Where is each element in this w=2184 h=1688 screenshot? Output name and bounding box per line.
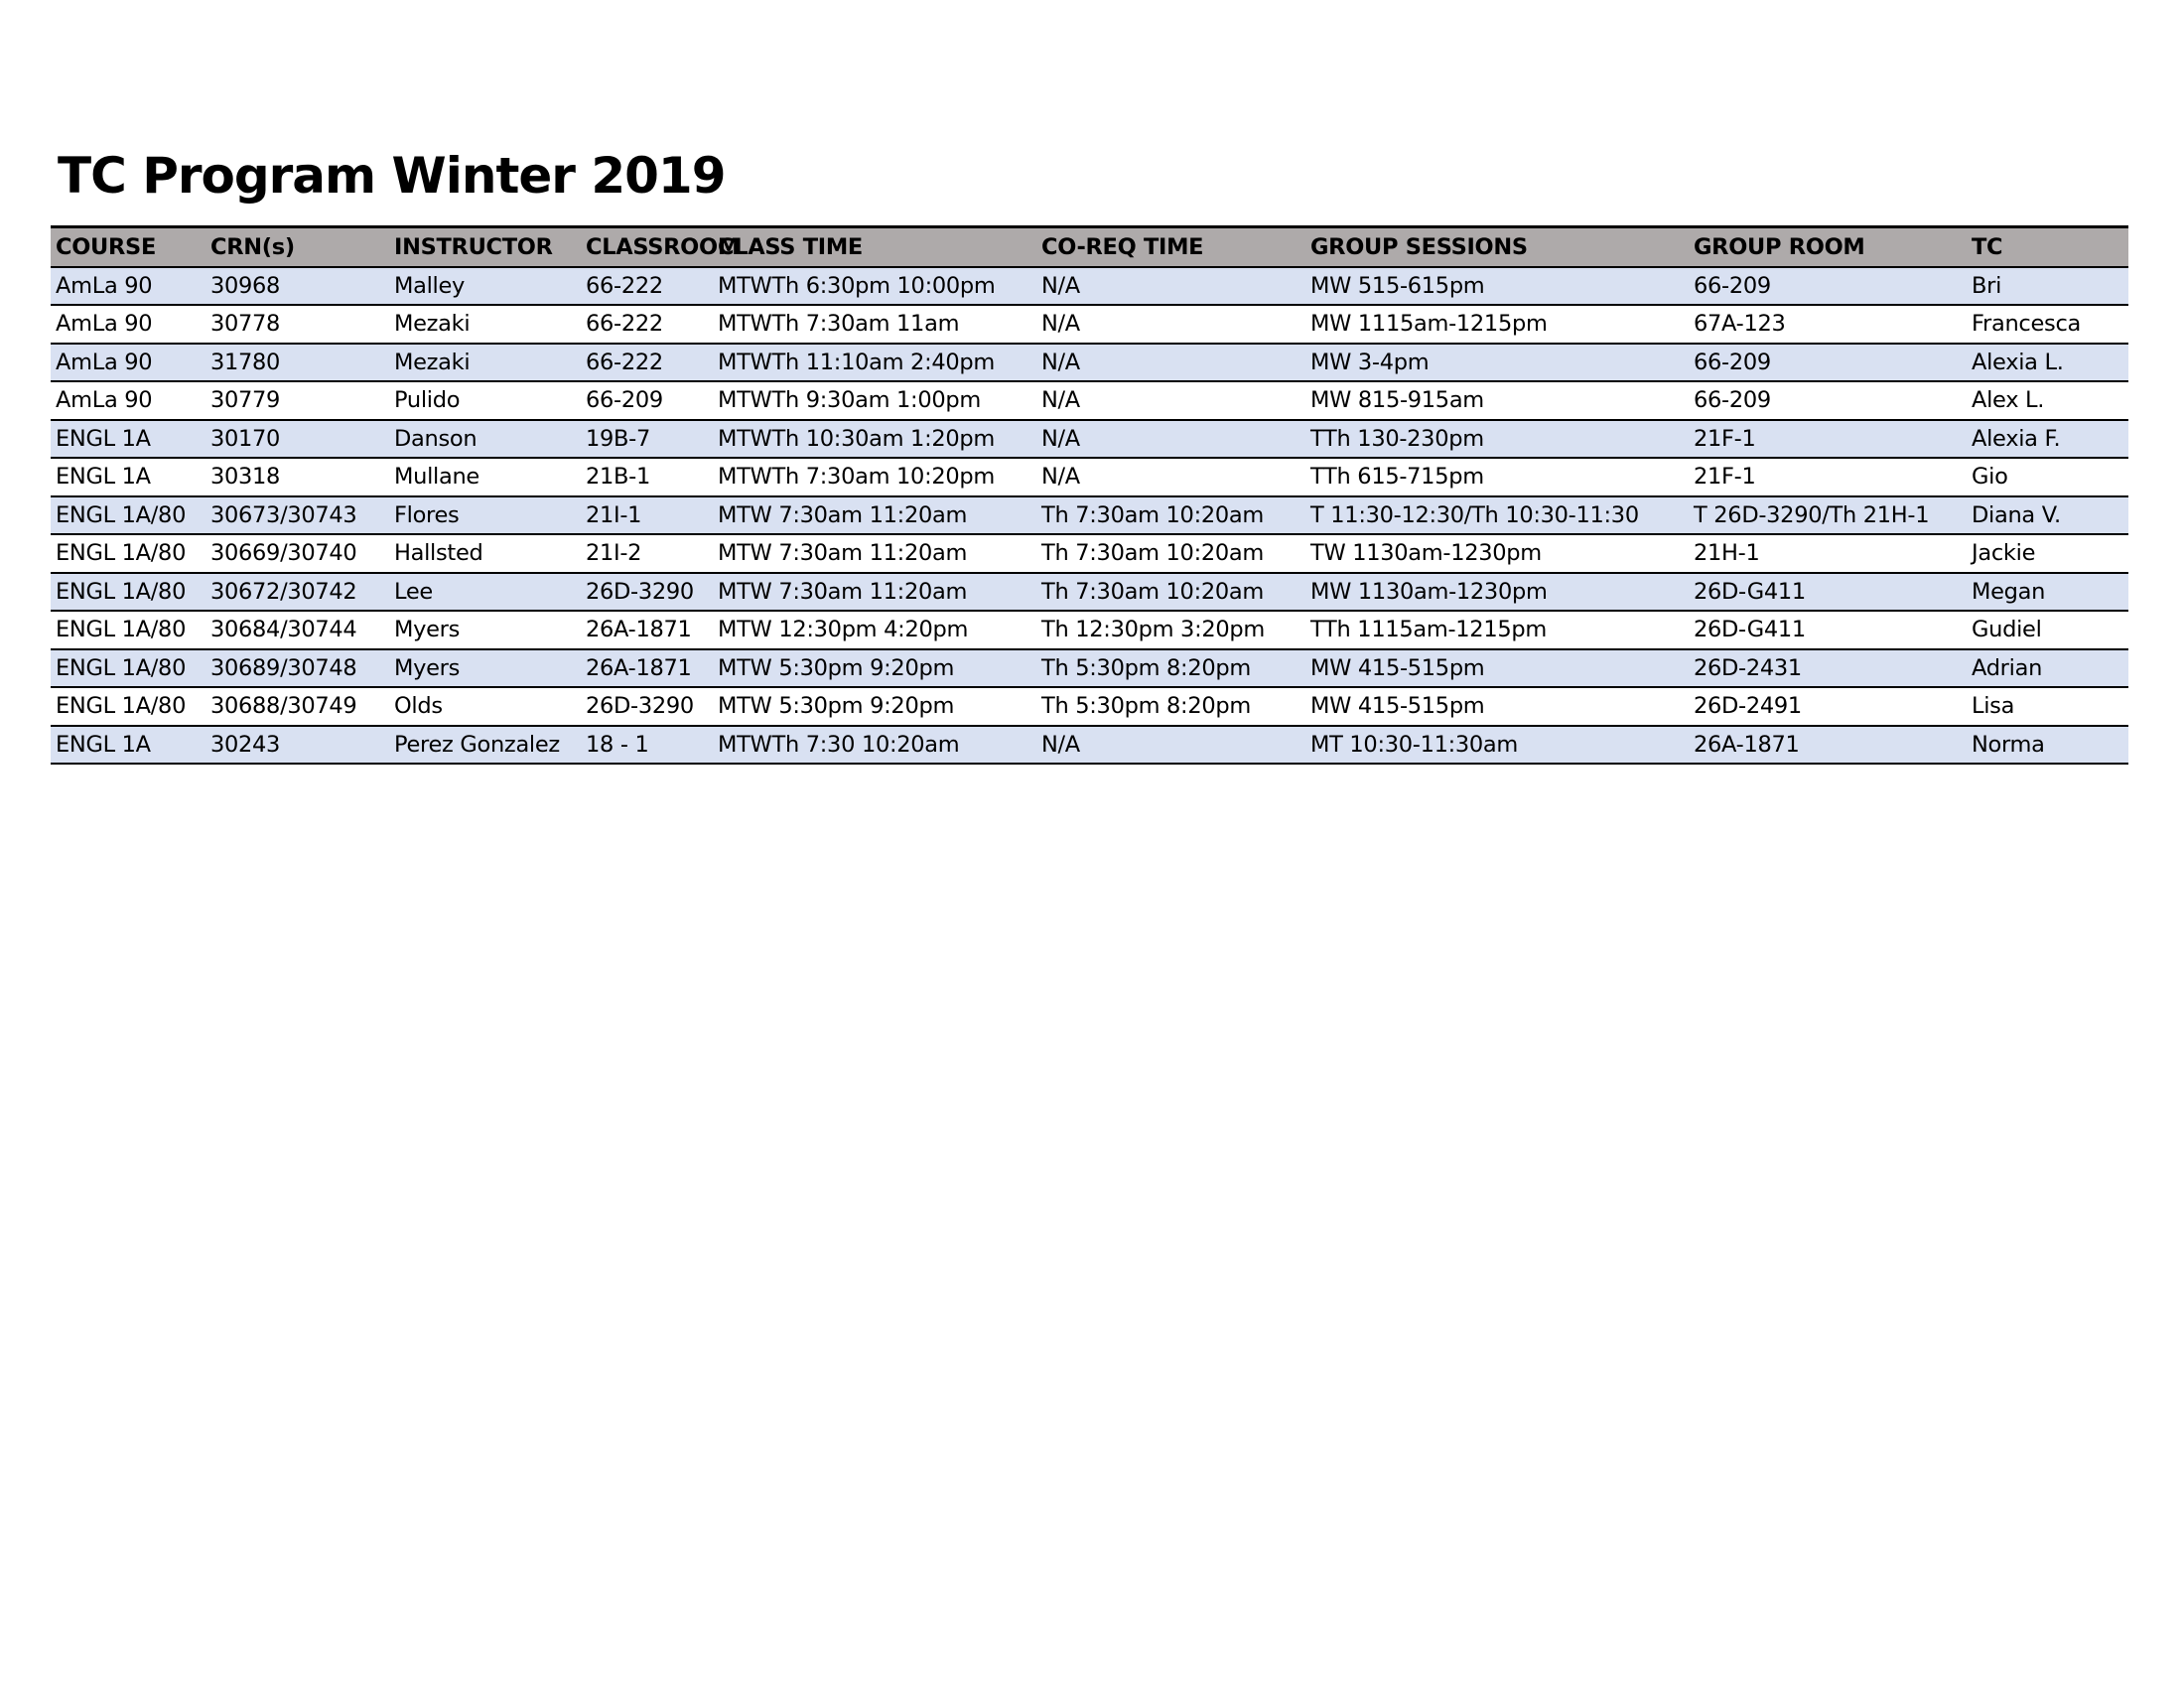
- cell-co-req-time: N/A: [1036, 381, 1305, 420]
- table-body: [51, 267, 2128, 765]
- cell-course: ENGL 1A: [51, 726, 205, 765]
- cell-class-time: MTWTh 7:30am 10:20pm: [713, 458, 1036, 496]
- cell-group-room: 26A-1871: [1689, 726, 1967, 765]
- cell-crn: 30684/30744: [205, 611, 389, 649]
- cell-group-sessions: TTh 615-715pm: [1305, 458, 1689, 496]
- column-header-co-req-time: CO-REQ TIME: [1036, 227, 1305, 267]
- cell-class-time: MTW 5:30pm 9:20pm: [713, 687, 1036, 726]
- cell-group-room: 26D-G411: [1689, 611, 1967, 649]
- table-row: [51, 458, 2128, 496]
- table-row: [51, 534, 2128, 573]
- cell-class-time: MTWTh 10:30am 1:20pm: [713, 420, 1036, 459]
- page-title: TC Program Winter 2019: [58, 147, 726, 205]
- cell-group-sessions: MW 415-515pm: [1305, 687, 1689, 726]
- cell-course: AmLa 90: [51, 344, 205, 382]
- cell-classroom: 21I-1: [581, 496, 713, 535]
- schedule-table: [51, 225, 2128, 765]
- table-row: [51, 726, 2128, 765]
- cell-group-sessions: MT 10:30-11:30am: [1305, 726, 1689, 765]
- cell-instructor: Hallsted: [389, 534, 581, 573]
- cell-crn: 30689/30748: [205, 649, 389, 688]
- table-row: [51, 687, 2128, 726]
- cell-classroom: 18 - 1: [581, 726, 713, 765]
- cell-course: AmLa 90: [51, 381, 205, 420]
- cell-classroom: 66-222: [581, 305, 713, 344]
- cell-instructor: Lee: [389, 573, 581, 612]
- cell-group-room: 26D-2491: [1689, 687, 1967, 726]
- cell-instructor: Perez Gonzalez: [389, 726, 581, 765]
- cell-group-room: 26D-G411: [1689, 573, 1967, 612]
- column-header-course: COURSE: [51, 227, 205, 267]
- cell-group-room: 66-209: [1689, 381, 1967, 420]
- cell-group-sessions: MW 815-915am: [1305, 381, 1689, 420]
- cell-group-sessions: TTh 130-230pm: [1305, 420, 1689, 459]
- cell-crn: 30778: [205, 305, 389, 344]
- cell-tc: Diana V.: [1967, 496, 2128, 535]
- cell-co-req-time: Th 5:30pm 8:20pm: [1036, 649, 1305, 688]
- cell-crn: 30318: [205, 458, 389, 496]
- cell-co-req-time: N/A: [1036, 420, 1305, 459]
- cell-tc: Alexia F.: [1967, 420, 2128, 459]
- cell-classroom: 26D-3290: [581, 687, 713, 726]
- cell-classroom: 19B-7: [581, 420, 713, 459]
- cell-tc: Megan: [1967, 573, 2128, 612]
- cell-course: ENGL 1A/80: [51, 496, 205, 535]
- column-header-group-room: GROUP ROOM: [1689, 227, 1967, 267]
- cell-group-sessions: TW 1130am-1230pm: [1305, 534, 1689, 573]
- cell-group-room: T 26D-3290/Th 21H-1: [1689, 496, 1967, 535]
- cell-course: ENGL 1A/80: [51, 687, 205, 726]
- cell-group-room: 21H-1: [1689, 534, 1967, 573]
- cell-classroom: 21I-2: [581, 534, 713, 573]
- table-row: [51, 611, 2128, 649]
- table-row: [51, 381, 2128, 420]
- cell-course: ENGL 1A/80: [51, 573, 205, 612]
- cell-co-req-time: N/A: [1036, 726, 1305, 765]
- cell-group-room: 67A-123: [1689, 305, 1967, 344]
- cell-instructor: Mezaki: [389, 305, 581, 344]
- cell-co-req-time: N/A: [1036, 267, 1305, 306]
- cell-class-time: MTW 12:30pm 4:20pm: [713, 611, 1036, 649]
- cell-tc: Lisa: [1967, 687, 2128, 726]
- cell-crn: 30968: [205, 267, 389, 306]
- table-row: [51, 305, 2128, 344]
- cell-class-time: MTW 7:30am 11:20am: [713, 496, 1036, 535]
- cell-tc: Adrian: [1967, 649, 2128, 688]
- table-header: [51, 227, 2128, 267]
- column-header-crn: CRN(s): [205, 227, 389, 267]
- table-row: [51, 267, 2128, 306]
- table-row: [51, 344, 2128, 382]
- cell-co-req-time: N/A: [1036, 305, 1305, 344]
- cell-classroom: 26A-1871: [581, 611, 713, 649]
- cell-group-room: 26D-2431: [1689, 649, 1967, 688]
- cell-group-sessions: MW 515-615pm: [1305, 267, 1689, 306]
- cell-classroom: 66-222: [581, 267, 713, 306]
- cell-class-time: MTW 5:30pm 9:20pm: [713, 649, 1036, 688]
- cell-group-sessions: MW 3-4pm: [1305, 344, 1689, 382]
- cell-tc: Francesca: [1967, 305, 2128, 344]
- header-row: [51, 227, 2128, 267]
- cell-crn: 30669/30740: [205, 534, 389, 573]
- cell-group-room: 21F-1: [1689, 420, 1967, 459]
- cell-tc: Bri: [1967, 267, 2128, 306]
- table-row: [51, 496, 2128, 535]
- cell-instructor: Malley: [389, 267, 581, 306]
- cell-instructor: Pulido: [389, 381, 581, 420]
- cell-tc: Norma: [1967, 726, 2128, 765]
- table-row: [51, 573, 2128, 612]
- cell-group-room: 21F-1: [1689, 458, 1967, 496]
- cell-instructor: Flores: [389, 496, 581, 535]
- column-header-instructor: INSTRUCTOR: [389, 227, 581, 267]
- cell-crn: 30673/30743: [205, 496, 389, 535]
- cell-group-sessions: T 11:30-12:30/Th 10:30-11:30: [1305, 496, 1689, 535]
- table-row: [51, 649, 2128, 688]
- cell-crn: 30672/30742: [205, 573, 389, 612]
- column-header-classroom: CLASSROOM: [581, 227, 713, 267]
- cell-crn: 30243: [205, 726, 389, 765]
- cell-course: ENGL 1A/80: [51, 611, 205, 649]
- cell-group-sessions: MW 1130am-1230pm: [1305, 573, 1689, 612]
- column-header-group-sessions: GROUP SESSIONS: [1305, 227, 1689, 267]
- cell-tc: Jackie: [1967, 534, 2128, 573]
- cell-co-req-time: Th 7:30am 10:20am: [1036, 573, 1305, 612]
- cell-co-req-time: Th 5:30pm 8:20pm: [1036, 687, 1305, 726]
- table-row: [51, 420, 2128, 459]
- cell-group-room: 66-209: [1689, 344, 1967, 382]
- cell-course: ENGL 1A: [51, 420, 205, 459]
- cell-classroom: 66-209: [581, 381, 713, 420]
- cell-crn: 30688/30749: [205, 687, 389, 726]
- cell-course: AmLa 90: [51, 305, 205, 344]
- cell-class-time: MTW 7:30am 11:20am: [713, 573, 1036, 612]
- cell-class-time: MTWTh 7:30 10:20am: [713, 726, 1036, 765]
- cell-class-time: MTWTh 6:30pm 10:00pm: [713, 267, 1036, 306]
- cell-co-req-time: N/A: [1036, 458, 1305, 496]
- cell-co-req-time: N/A: [1036, 344, 1305, 382]
- cell-instructor: Myers: [389, 649, 581, 688]
- column-header-class-time: CLASS TIME: [713, 227, 1036, 267]
- cell-course: ENGL 1A: [51, 458, 205, 496]
- cell-instructor: Mezaki: [389, 344, 581, 382]
- cell-class-time: MTWTh 9:30am 1:00pm: [713, 381, 1036, 420]
- cell-group-room: 66-209: [1689, 267, 1967, 306]
- cell-classroom: 26A-1871: [581, 649, 713, 688]
- cell-class-time: MTWTh 7:30am 11am: [713, 305, 1036, 344]
- cell-instructor: Olds: [389, 687, 581, 726]
- cell-co-req-time: Th 7:30am 10:20am: [1036, 534, 1305, 573]
- cell-tc: Alex L.: [1967, 381, 2128, 420]
- cell-co-req-time: Th 7:30am 10:20am: [1036, 496, 1305, 535]
- cell-course: ENGL 1A/80: [51, 534, 205, 573]
- cell-class-time: MTWTh 11:10am 2:40pm: [713, 344, 1036, 382]
- cell-group-sessions: MW 415-515pm: [1305, 649, 1689, 688]
- cell-classroom: 21B-1: [581, 458, 713, 496]
- cell-group-sessions: TTh 1115am-1215pm: [1305, 611, 1689, 649]
- cell-group-sessions: MW 1115am-1215pm: [1305, 305, 1689, 344]
- cell-instructor: Myers: [389, 611, 581, 649]
- cell-course: ENGL 1A/80: [51, 649, 205, 688]
- cell-course: AmLa 90: [51, 267, 205, 306]
- cell-tc: Alexia L.: [1967, 344, 2128, 382]
- cell-instructor: Mullane: [389, 458, 581, 496]
- cell-co-req-time: Th 12:30pm 3:20pm: [1036, 611, 1305, 649]
- cell-instructor: Danson: [389, 420, 581, 459]
- cell-classroom: 26D-3290: [581, 573, 713, 612]
- column-header-tc: TC: [1967, 227, 2128, 267]
- cell-class-time: MTW 7:30am 11:20am: [713, 534, 1036, 573]
- cell-crn: 30170: [205, 420, 389, 459]
- cell-classroom: 66-222: [581, 344, 713, 382]
- cell-tc: Gudiel: [1967, 611, 2128, 649]
- cell-crn: 31780: [205, 344, 389, 382]
- cell-tc: Gio: [1967, 458, 2128, 496]
- cell-crn: 30779: [205, 381, 389, 420]
